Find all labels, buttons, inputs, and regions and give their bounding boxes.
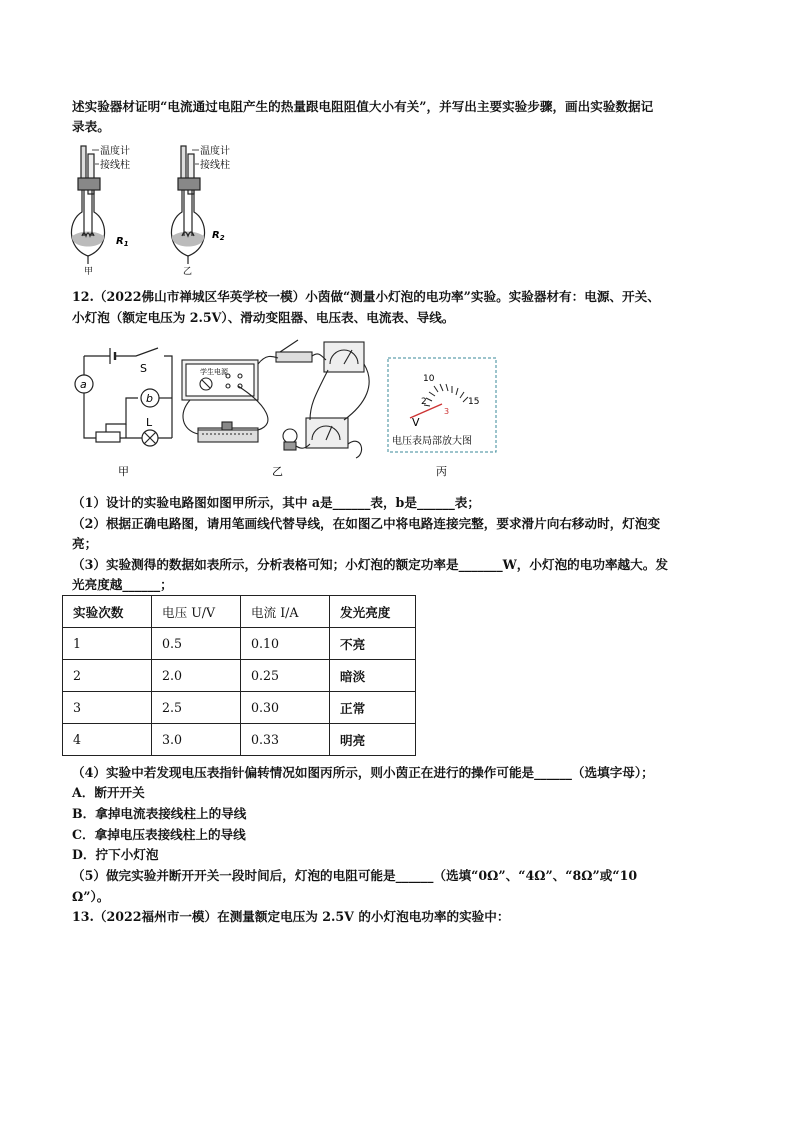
data-table bbox=[62, 595, 416, 756]
table-header-cell: 电流 I/A bbox=[241, 596, 330, 628]
table-cell: 不亮 bbox=[330, 628, 416, 660]
apparatus-yi bbox=[182, 340, 369, 458]
table-cell: 正常 bbox=[330, 692, 416, 724]
part3-text-line1: （3）实验测得的数据如表所示，分析表格可知；小灯泡的额定功率是_______W，小灯泡的电功率越大。发 bbox=[72, 557, 668, 572]
table-header-cell: 实验次数 bbox=[63, 596, 152, 628]
table-header-row bbox=[63, 596, 416, 628]
dial-3-label: 3 bbox=[444, 407, 450, 416]
meter-a-label: a bbox=[80, 378, 87, 391]
table-cell: 0.25 bbox=[241, 660, 330, 692]
option-b: B．拿掉电流表接线柱上的导线 bbox=[72, 806, 247, 821]
table-cell: 4 bbox=[63, 724, 152, 756]
circuit-diagram-jia bbox=[75, 348, 172, 446]
part5-text-line2: Ω”）。 bbox=[72, 889, 110, 904]
flask-right-thermometer-label: 温度计 bbox=[200, 146, 230, 157]
q13-text: 13.（2022福州市一模）在测量额定电压为 2.5V 的小灯泡电功率的实验中： bbox=[72, 909, 510, 924]
table-cell: 0.5 bbox=[152, 628, 241, 660]
q12-text-line1: 12.（2022佛山市禅城区华英学校一模）小茵做“测量小灯泡的电功率”实验。实验器材有：电源、开关、 bbox=[72, 289, 660, 304]
dial-v-label: V bbox=[412, 416, 420, 429]
intro-text-line2: 录表。 bbox=[72, 119, 110, 134]
voltmeter-dial bbox=[424, 384, 468, 406]
flask-right-resistor-label: $R_2$ bbox=[212, 230, 225, 242]
caption-bing: 丙 bbox=[436, 465, 447, 478]
part4-text: （4）实验中若发现电压表指针偏转情况如图丙所示，则小茵正在进行的操作可能是______（选填字母）； bbox=[72, 765, 654, 780]
voltmeter-zoom-caption: 电压表局部放大图 bbox=[392, 436, 472, 447]
part3-text-line2: 光亮度越______； bbox=[72, 577, 173, 592]
switch-label: S bbox=[140, 362, 147, 375]
caption-yi: 乙 bbox=[272, 465, 283, 478]
dial-2-label: 2 bbox=[421, 397, 427, 407]
flask-left-terminal-label: 接线柱 bbox=[100, 160, 130, 171]
flask-left-caption: 甲 bbox=[84, 267, 94, 276]
table-cell: 2.0 bbox=[152, 660, 241, 692]
table-header-cell: 发光亮度 bbox=[330, 596, 416, 628]
flask-right-terminal-label: 接线柱 bbox=[200, 160, 230, 171]
table-row bbox=[63, 660, 416, 692]
table-row bbox=[63, 692, 416, 724]
circuit-figure bbox=[66, 334, 506, 484]
table-cell: 2 bbox=[63, 660, 152, 692]
table-cell: 0.30 bbox=[241, 692, 330, 724]
table-cell: 明亮 bbox=[330, 724, 416, 756]
flask-left-thermometer-label: 温度计 bbox=[100, 146, 130, 157]
table-row bbox=[63, 628, 416, 660]
flask-figure bbox=[62, 140, 262, 276]
dial-10-label: 10 bbox=[423, 374, 435, 384]
option-c: C．拿掉电压表接线柱上的导线 bbox=[72, 827, 246, 842]
option-d: D．拧下小灯泡 bbox=[72, 847, 159, 862]
part2-text-line1: （2）根据正确电路图，请用笔画线代替导线，在如图乙中将电路连接完整，要求滑片向右移动时，灯泡变 bbox=[72, 516, 661, 531]
table-header-cell: 电压 U/V bbox=[152, 596, 241, 628]
table-cell: 1 bbox=[63, 628, 152, 660]
meter-b-label: b bbox=[146, 392, 153, 405]
q12-text-line2: 小灯泡（额定电压为 2.5V）、滑动变阻器、电压表、电流表、导线。 bbox=[72, 310, 455, 325]
power-supply-label: 学生电源 bbox=[200, 368, 228, 376]
table-cell: 2.5 bbox=[152, 692, 241, 724]
table-cell: 3.0 bbox=[152, 724, 241, 756]
dial-15-label: 15 bbox=[468, 397, 480, 407]
table-row bbox=[63, 724, 416, 756]
option-a: A．断开开关 bbox=[72, 785, 145, 800]
table-cell: 暗淡 bbox=[330, 660, 416, 692]
flask-left-resistor-label: $R_1$ bbox=[116, 236, 129, 248]
table-cell: 0.10 bbox=[241, 628, 330, 660]
intro-text-line1: 述实验器材证明“电流通过电阻产生的热量跟电阻阻值大小有关”，并写出主要实验步骤，画出实验数据记 bbox=[72, 99, 654, 114]
lamp-label: L bbox=[146, 416, 153, 429]
table-cell: 3 bbox=[63, 692, 152, 724]
part1-text: （1）设计的实验电路图如图甲所示，其中 a是______表，b是______表； bbox=[72, 495, 480, 510]
part5-text-line1: （5）做完实验并断开开关一段时间后，灯泡的电阻可能是______（选填“0Ω”、“4Ω”、“8Ω”或“10 bbox=[72, 868, 638, 883]
flask-right-caption: 乙 bbox=[183, 267, 193, 276]
part2-text-line2: 亮； bbox=[72, 536, 98, 551]
table-cell: 0.33 bbox=[241, 724, 330, 756]
caption-jia: 甲 bbox=[118, 465, 129, 478]
